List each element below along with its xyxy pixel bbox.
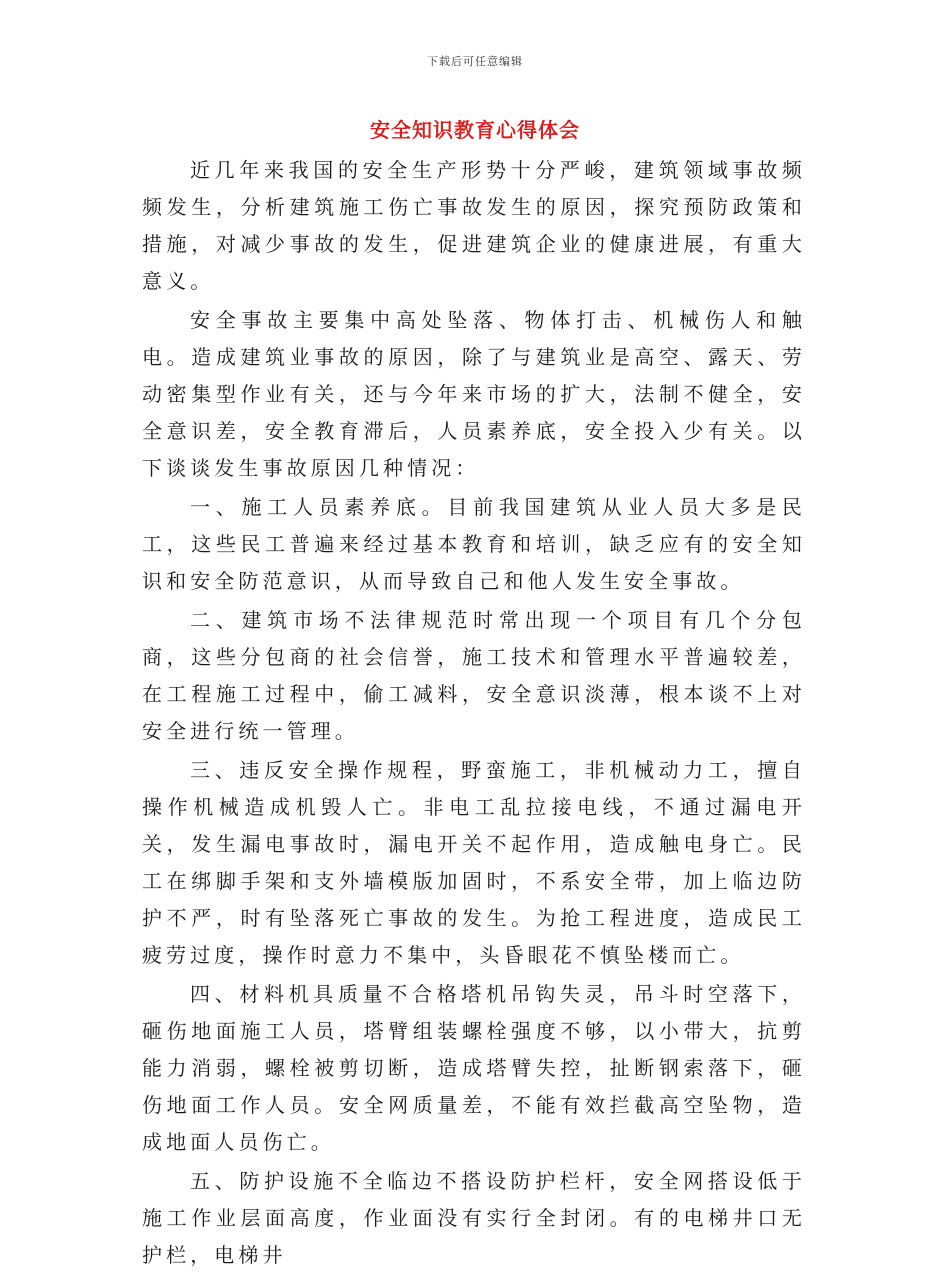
document-body — [142, 152, 806, 1276]
header-note: 下载后可任意编辑 — [427, 55, 523, 68]
paragraph-reason-2: 二、建筑市场不法律规范时常出现一个项目有几个分包商，这些分包商的社会信誉，施工技术和管理水平普遍较差，在工程施工过程中，偷工减料，安全意识淡薄，根本谈不上对安全进行统一管理。 — [142, 608, 806, 743]
paragraph-intro: 近几年来我国的安全生产形势十分严峻，建筑领域事故频频发生，分析建筑施工伤亡事故发生的原因，探究预防政策和措施，对减少事故的发生，促进建筑企业的健康进展，有重大意义。 — [142, 158, 806, 293]
paragraph-reason-1: 一、施工人员素养底。目前我国建筑从业人员大多是民工，这些民工普遍来经过基本教育和培训，缺乏应有的安全知识和安全防范意识，从而导致自己和他人发生安全事故。 — [142, 495, 806, 593]
paragraph-reason-5: 五、防护设施不全临边不搭设防护栏杆，安全网搭设低于施工作业层面高度，作业面没有实行全封闭。有的电梯井口无护栏，电梯井 — [142, 1169, 806, 1267]
document-title: 安全知识教育心得体会 — [370, 118, 580, 142]
paragraph-reason-4: 四、材料机具质量不合格塔机吊钩失灵，吊斗时空落下，砸伤地面施工人员，塔臂组装螺栓强度不够，以小带大，抗剪能力消弱，螺栓被剪切断，造成塔臂失控，扯断钢索落下，砸伤地面工作人员。安全网质量差，不能有效拦截高空坠物，造成地面人员伤亡。 — [142, 982, 806, 1154]
paragraph-reason-3: 三、违反安全操作规程，野蛮施工，非机械动力工，擅自操作机械造成机毁人亡。非电工乱拉接电线，不通过漏电开关，发生漏电事故时，漏电开关不起作用，造成触电身亡。民工在绑脚手架和支外墙模版加固时，不系安全带，加上临边防护不严，时有坠落死亡事故的发生。为抢工程进度，造成民工疲劳过度，操作时意力不集中，头昏眼花不慎坠楼而亡。 — [142, 758, 806, 967]
paragraph-accident-types: 安全事故主要集中高处坠落、物体打击、机械伤人和触电。造成建筑业事故的原因，除了与建筑业是高空、露天、劳动密集型作业有关，还与今年来市场的扩大，法制不健全，安全意识差，安全教育滞后，人员素养底，安全投入少有关。以下谈谈发生事故原因几种情况： — [142, 308, 806, 480]
